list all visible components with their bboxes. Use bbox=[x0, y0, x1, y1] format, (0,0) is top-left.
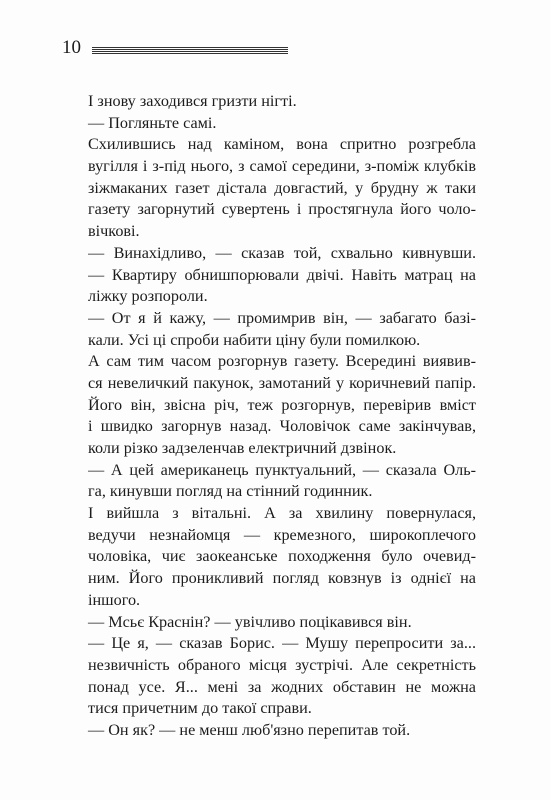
text-line: ведучи незнайомця — кремезного, широкоплечого bbox=[88, 525, 476, 544]
text-line: ним. Його проникливий погляд ковзнув із однієї на bbox=[88, 569, 476, 588]
text-line: газету загорнутий сувертень і простягнула його чоло- bbox=[88, 200, 476, 219]
text-line: іншого. bbox=[88, 590, 141, 609]
text-line: — Погляньте самі. bbox=[88, 113, 217, 132]
text-line: коли різко задзеленчав електричний дзвінок. bbox=[88, 439, 397, 457]
text-line: і швидко загорнув назад. Чоловічок саме закінчував, bbox=[88, 417, 476, 436]
text-line: ся невеличкий пакунок, замотаний у коричневий папір. bbox=[88, 373, 476, 392]
text-line: І знову заходився гризти нігті. bbox=[88, 92, 297, 110]
header-rule bbox=[92, 47, 288, 55]
text-line: га, кинувши погляд на стінний годинник. bbox=[88, 482, 373, 501]
text-line: вугілля і з-під нього, з самої середини, з-поміж клубків bbox=[88, 157, 476, 176]
page-number: 10 bbox=[62, 37, 81, 58]
text-line: зіжмаканих газет дістала довгастий, у брудну ж таки bbox=[88, 178, 476, 197]
body-text bbox=[88, 91, 476, 742]
text-line: тися причетним до такої справи. bbox=[88, 699, 312, 718]
text-line: чоловіка, чиє заокеанське походження було очевид- bbox=[88, 547, 476, 566]
text-line: ліжку розпороли. bbox=[88, 287, 208, 306]
text-line: — Винахідливо, — сказав той, схвально кивнувши. bbox=[88, 243, 476, 262]
text-line: — Квартиру обнишпорювали двічі. Навіть матрац на bbox=[88, 265, 476, 284]
text-line: А сам тим часом розгорнув газету. Всередині виявив- bbox=[88, 352, 476, 371]
text-line: — А цей американець пунктуальний, — сказала Оль- bbox=[88, 460, 476, 479]
text-line: кали. Усі ці спроби набити ціну були помилкою. bbox=[88, 330, 421, 349]
text-line: — Це я, — сказав Борис. — Мушу перепросити за... bbox=[88, 634, 476, 653]
text-line: І вийшла з вітальні. А за хвилину повернулася, bbox=[88, 504, 476, 523]
page-header bbox=[62, 36, 302, 64]
text-line: — Он як? — не менш люб'язно перепитав той. bbox=[88, 720, 411, 739]
text-line: понад усе. Я... мені за жодних обставин не можна bbox=[88, 677, 476, 696]
text-line: незвичність обраного місця зустрічі. Але секретність bbox=[88, 655, 476, 674]
text-line: Схилившись над каміном, вона спритно розгребла bbox=[88, 135, 476, 154]
text-line: — Мсьє Краснін? — увічливо поцікавився він. bbox=[88, 612, 412, 631]
text-line: — От я й кажу, — промимрив він, — забагато базі- bbox=[88, 308, 476, 327]
text-line: вічкові. bbox=[88, 222, 140, 241]
text-line: Його він, звісна річ, теж розгорнув, перевірив вміст bbox=[88, 395, 476, 414]
